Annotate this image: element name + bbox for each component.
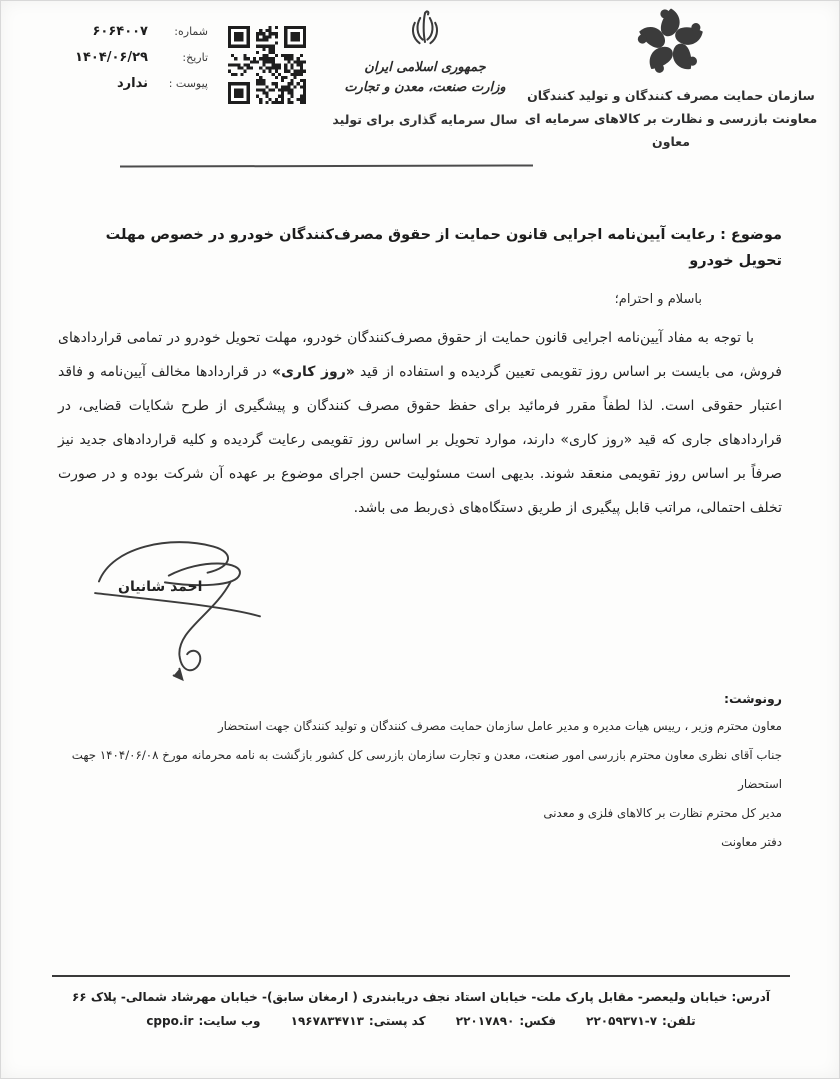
document-fields	[16, 24, 208, 102]
cppo-star-logo-icon	[633, 4, 709, 80]
subject-line: موضوع : رعایت آیین‌نامه اجرایی قانون حمایت از حقوق مصرف‌کنندگان خودرو در خصوص مهلت تحویل خودرو	[105, 227, 782, 269]
number-value: ۶۰۶۴۰۰۷	[92, 24, 148, 39]
country-name: جمهوری اسلامی ایران	[364, 60, 486, 75]
year-slogan: سال سرمایه گذاری برای تولید	[332, 112, 518, 127]
field-attachment	[16, 76, 208, 91]
footer	[52, 975, 790, 1028]
cc-section	[58, 691, 782, 857]
ministry-block	[330, 6, 520, 127]
footer-website: وب سایت:cppo.ir	[146, 1014, 261, 1028]
letter-body: با توجه به مفاد آیین‌نامه اجرایی قانون حمایت از حقوق مصرف‌کنندگان خودرو، مهلت تحویل خودرو در تمامی قراردادهای فروش، می بایست بر اساس روز تقویمی تعیین گردیده و استفاده از قید «روز کاری» در قراردادها مخالف آیین‌نامه و فاقد اعتبار حقوقی است. لذا لطفاً مقرر فرمائید برای حفظ حقوق مصرف کنندگان و پیشگیری از طرح شکایات قضایی، در قراردادهای جاری که قید «روز کاری» دارند، موارد تحویل بر اساس روز تقویمی رعایت گردیده و کلیه قراردادهای جدید نیز صرفاً بر اساس روز تقویمی منعقد شوند. بدیهی است مسئولیت حسن اجرای موضوع بر عهده آن شرکت بوده و در صورت تخلف احتمالی، مراتب قابل پیگیری از طریق دستگاه‌های ذی‌ربط می باشد.	[58, 330, 782, 516]
field-number	[16, 24, 208, 39]
org-name: سازمان حمایت مصرف کنندگان و تولید کنندگان	[527, 88, 815, 103]
greeting-line: باسلام و احترام؛	[614, 292, 702, 307]
footer-postal-code: کد پستی:۱۹۶۷۸۳۴۷۱۳	[290, 1014, 426, 1028]
date-value: ۱۴۰۴/۰۶/۲۹	[75, 50, 148, 65]
footer-phone: تلفن:۷-۲۲۰۵۹۳۷۱	[586, 1014, 696, 1028]
footer-fax: فکس:۲۲۰۱۷۸۹۰	[455, 1014, 556, 1028]
cc-item: جناب آقای نظری معاون محترم بازرسی امور صنعت، معدن و تجارت سازمان بازرسی کل کشور بازگشت به نامه محرمانه مورخ ۱۴۰۴/۰۶/۰۸ جهت استحضار	[71, 748, 782, 791]
org-signer-role: معاون	[652, 134, 690, 149]
attachment-value: ندارد	[116, 76, 148, 91]
cc-item: دفتر معاونت	[721, 835, 782, 849]
footer-contacts	[52, 1014, 790, 1028]
cc-title: رونوشت:	[723, 691, 782, 706]
org-deputy: معاونت بازرسی و نظارت بر کالاهای سرمایه ای	[524, 111, 818, 126]
footer-address: آدرس: خیابان ولیعصر- مقابل پارک ملت- خیابان استاد نجف دریابندری ( ارمغان سابق)- خیابان مهرشاد شمالی- پلاک ۶۶	[71, 990, 770, 1004]
signer-name: احمد شانیان	[118, 579, 203, 595]
organization-block	[516, 4, 826, 153]
handwritten-signature-icon	[85, 531, 270, 691]
attachment-label: پیوست :	[168, 77, 208, 90]
iran-emblem-icon	[407, 6, 443, 52]
date-label: تاریخ:	[182, 51, 208, 64]
header-divider	[120, 164, 533, 167]
qr-code	[228, 26, 306, 104]
signature-block	[0, 531, 840, 691]
field-date	[16, 50, 208, 65]
cc-item: مدیر کل محترم نظارت بر کالاهای فلزی و معدنی	[543, 806, 782, 820]
letterhead	[0, 0, 840, 170]
ministry-name: وزارت صنعت، معدن و تجارت	[344, 80, 506, 95]
cc-item: معاون محترم وزیر ، رییس هیات مدیره و مدیر عامل سازمان حمایت مصرف کنندگان و تولید کنندگان جهت استحضار	[217, 719, 782, 733]
number-label: شماره:	[174, 25, 208, 38]
